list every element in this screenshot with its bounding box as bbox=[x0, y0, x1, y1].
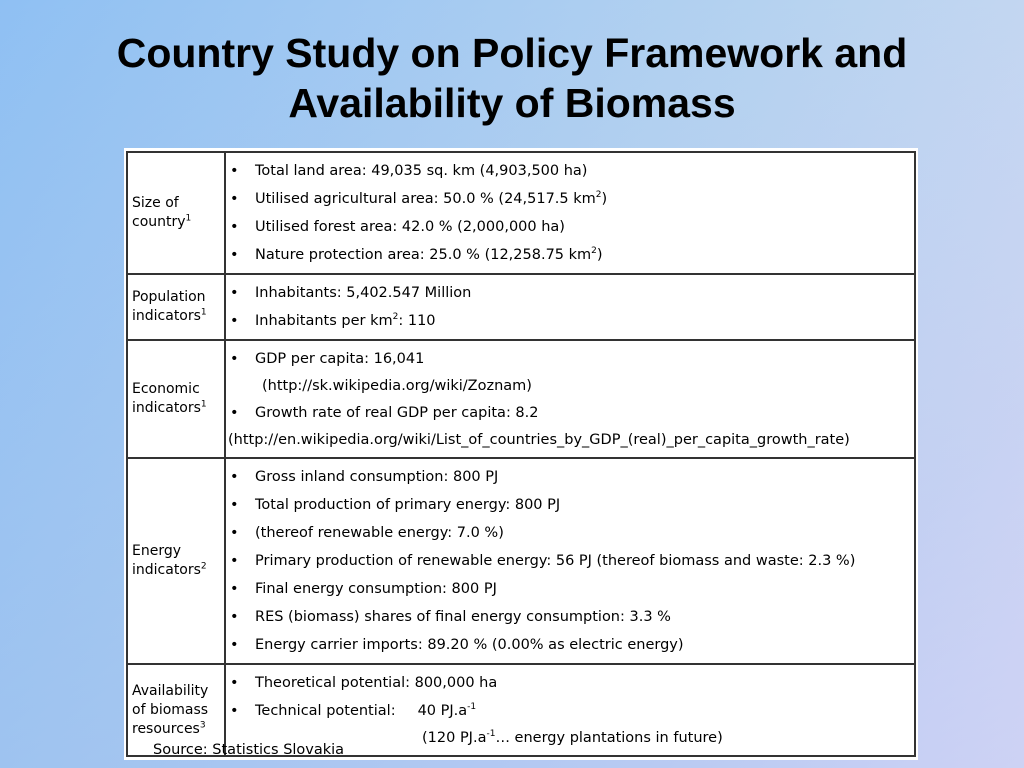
row-label-text: Availability of biomass resources bbox=[132, 682, 209, 737]
link-text: (http://sk.wikipedia.org/wiki/Zoznam) bbox=[262, 378, 532, 394]
item-text: Technical potential: bbox=[255, 703, 396, 719]
item-text: Final energy consumption: 800 PJ bbox=[255, 581, 497, 597]
item-text: 40 PJ.a bbox=[417, 703, 468, 719]
row-label-economic bbox=[127, 340, 225, 458]
list-item bbox=[226, 463, 914, 491]
item-text: Nature protection area: 25.0 % (12,258.75 km bbox=[255, 247, 592, 263]
row-label-footnote: 1 bbox=[185, 213, 192, 224]
row-content-size bbox=[225, 152, 915, 274]
item-sup: 2 bbox=[591, 246, 597, 257]
item-sup: -1 bbox=[486, 729, 496, 740]
slide-title bbox=[0, 28, 1024, 128]
row-content-economic bbox=[225, 340, 915, 458]
row-content-energy bbox=[225, 458, 915, 664]
list-item bbox=[226, 519, 914, 547]
list-item bbox=[226, 307, 914, 335]
table-panel bbox=[124, 148, 918, 760]
item-sup: 2 bbox=[595, 190, 602, 201]
source-note: Source: Statistics Slovakia bbox=[153, 742, 345, 758]
row-label-population bbox=[127, 274, 225, 340]
list-item bbox=[226, 345, 914, 373]
row-label-text: Size of country bbox=[132, 195, 186, 230]
item-text: Theoretical potential: 800,000 ha bbox=[255, 675, 498, 691]
list-item bbox=[226, 185, 914, 213]
item-text: (thereof renewable energy: 7.0 %) bbox=[255, 525, 504, 541]
item-text: Energy carrier imports: 89.20 % (0.00% as electric energy) bbox=[255, 637, 684, 653]
item-text: Growth rate of real GDP per capita: 8.2 bbox=[255, 405, 539, 421]
item-text: RES (biomass) shares of final energy consumption: 3.3 % bbox=[255, 609, 671, 625]
list-item bbox=[226, 157, 914, 185]
list-item bbox=[226, 213, 914, 241]
title-line-2: Availability of Biomass bbox=[288, 80, 736, 126]
list-item bbox=[226, 603, 914, 631]
row-label-footnote: 3 bbox=[199, 719, 206, 730]
link-text: (http://en.wikipedia.org/wiki/List_of_countries_by_GDP_(real)_per_capita_growth_rate) bbox=[228, 432, 850, 448]
row-label-text: Population indicators bbox=[132, 289, 206, 324]
item-text: GDP per capita: 16,041 bbox=[255, 351, 425, 367]
item-text: ) bbox=[601, 191, 608, 207]
table-row-population bbox=[127, 274, 915, 340]
item-text: Utilised agricultural area: 50.0 % (24,517.5 km bbox=[255, 191, 596, 207]
row-content-population bbox=[225, 274, 915, 340]
table-row-size bbox=[127, 152, 915, 274]
item-text: Primary production of renewable energy: 56 PJ (thereof biomass and waste: 2.3 %) bbox=[255, 553, 856, 569]
item-text: (120 PJ.a bbox=[422, 730, 487, 746]
item-text: … energy plantations in future) bbox=[495, 730, 723, 746]
item-text: Utilised forest area: 42.0 % (2,000,000 ha) bbox=[255, 219, 565, 235]
row-label-footnote: 2 bbox=[200, 561, 207, 572]
list-item bbox=[226, 241, 914, 269]
item-text: Total production of primary energy: 800 PJ bbox=[255, 497, 561, 513]
list-item bbox=[226, 631, 914, 659]
country-study-table bbox=[126, 151, 916, 757]
item-text: Gross inland consumption: 800 PJ bbox=[255, 469, 499, 485]
row-label-energy bbox=[127, 458, 225, 664]
item-text: Inhabitants: 5,402.547 Million bbox=[255, 285, 472, 301]
list-item bbox=[226, 547, 914, 575]
row-label-size bbox=[127, 152, 225, 274]
list-item bbox=[226, 491, 914, 519]
table-row-energy bbox=[127, 458, 915, 664]
list-item bbox=[226, 399, 914, 427]
item-sup: 2 bbox=[392, 312, 399, 323]
item-sup: -1 bbox=[467, 702, 477, 713]
list-item bbox=[226, 279, 914, 307]
row-label-text: Energy indicators bbox=[132, 543, 201, 578]
row-label-footnote: 1 bbox=[200, 307, 207, 318]
item-text: ) bbox=[596, 247, 603, 263]
row-label-text: Economic indicators bbox=[132, 381, 201, 416]
item-text: Inhabitants per km bbox=[255, 313, 393, 329]
row-label-footnote: 1 bbox=[200, 399, 207, 410]
technical-value bbox=[418, 697, 477, 725]
list-item bbox=[226, 697, 914, 725]
list-item bbox=[226, 575, 914, 603]
list-item bbox=[226, 669, 914, 697]
item-text: Total land area: 49,035 sq. km (4,903,500 ha) bbox=[255, 163, 588, 179]
title-line-1: Country Study on Policy Framework and bbox=[116, 30, 908, 76]
table-row-economic bbox=[127, 340, 915, 458]
item-text: : 110 bbox=[398, 313, 436, 329]
